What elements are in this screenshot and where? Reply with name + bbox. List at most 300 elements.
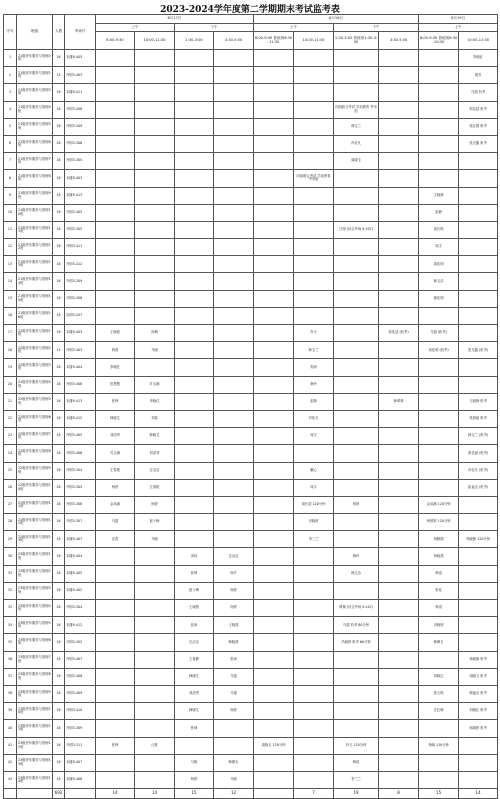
proctor-cell <box>459 737 498 754</box>
proctor-cell: 彭静 <box>294 393 334 410</box>
proctor-cell <box>96 600 135 617</box>
proctor-cell <box>294 256 334 273</box>
proctor-cell <box>334 479 379 496</box>
row-room: 本楼9-412 <box>65 617 96 634</box>
header-time-slot: 8:00-9:30 <box>96 32 135 50</box>
proctor-cell <box>96 754 135 771</box>
proctor-cell <box>379 548 419 565</box>
proctor-cell <box>254 582 294 599</box>
row-count: 16 <box>53 101 65 118</box>
row-seq: 20 <box>4 376 17 393</box>
proctor-cell <box>214 393 254 410</box>
header-time-slot: 3:30-5:00 <box>214 32 254 50</box>
row-class: 23级老年服务与管理6班 <box>17 634 53 651</box>
proctor-cell: 金凤满 <box>96 496 135 513</box>
proctor-cell <box>135 565 175 582</box>
proctor-cell <box>379 720 419 737</box>
proctor-cell <box>254 685 294 702</box>
row-count: 16 <box>53 359 65 376</box>
proctor-cell <box>214 273 254 290</box>
proctor-cell: 四组联合考试 学前教育 考务组 <box>294 170 334 187</box>
proctor-cell <box>254 617 294 634</box>
proctor-cell: 韩玲 <box>294 376 334 393</box>
proctor-cell: 郭元艳 <box>419 685 459 702</box>
proctor-cell <box>419 393 459 410</box>
row-class: 22级老年服务与管理12班 <box>17 514 53 531</box>
proctor-cell <box>294 204 334 221</box>
row-seq: 32 <box>4 582 17 599</box>
table-row <box>4 428 498 445</box>
proctor-cell <box>214 256 254 273</box>
proctor-cell <box>175 496 214 513</box>
proctor-cell <box>294 600 334 617</box>
row-room: 开明3-304 <box>65 600 96 617</box>
row-room: 本楼9-407 <box>65 754 96 771</box>
proctor-cell <box>419 651 459 668</box>
proctor-cell <box>254 50 294 67</box>
total-seq <box>4 789 17 799</box>
proctor-cell: 秋燕 <box>96 342 135 359</box>
proctor-cell <box>294 754 334 771</box>
row-class: 21级老年服务与管理15班 <box>17 290 53 307</box>
proctor-cell <box>379 153 419 170</box>
row-count: 16 <box>53 410 65 427</box>
row-room: 开明3-209 <box>65 273 96 290</box>
proctor-cell <box>419 118 459 135</box>
proctor-cell <box>96 307 135 324</box>
proctor-cell <box>379 496 419 513</box>
row-count: 16 <box>53 445 65 462</box>
row-class: 22级老年服务与管理2班 <box>17 342 53 359</box>
header-half: 上午 <box>254 24 334 32</box>
proctor-cell <box>334 204 379 221</box>
proctor-cell: 汪洁洁 <box>214 548 254 565</box>
row-seq: 15 <box>4 290 17 307</box>
proctor-cell <box>459 754 498 771</box>
proctor-cell <box>135 118 175 135</box>
proctor-cell: 李三兰 <box>334 771 379 788</box>
proctor-cell: 郭晓婷 机考 <box>459 720 498 737</box>
proctor-cell <box>96 204 135 221</box>
row-class: 21级老年服务与管理2班 <box>17 50 53 67</box>
table-row <box>4 239 498 256</box>
proctor-cell <box>419 50 459 67</box>
proctor-cell <box>379 617 419 634</box>
proctor-cell: 留十梅 <box>175 582 214 599</box>
proctor-cell <box>254 376 294 393</box>
proctor-cell <box>459 496 498 513</box>
proctor-cell <box>96 565 135 582</box>
proctor-cell <box>459 376 498 393</box>
proctor-cell <box>379 754 419 771</box>
proctor-cell <box>254 565 294 582</box>
proctor-cell: 郭晓静 120分钟 <box>459 531 498 548</box>
proctor-cell: 周晓玉 <box>334 153 379 170</box>
proctor-cell <box>379 668 419 685</box>
proctor-cell <box>379 170 419 187</box>
proctor-cell: 韩玉兰 (机考) <box>459 428 498 445</box>
proctor-cell <box>294 720 334 737</box>
proctor-cell <box>254 428 294 445</box>
proctor-cell: 马超 (机考) <box>419 325 459 342</box>
row-count: 16 <box>53 84 65 101</box>
proctor-cell <box>379 514 419 531</box>
proctor-cell <box>214 84 254 101</box>
proctor-cell <box>254 325 294 342</box>
row-class: 22级老年服务与管理7班 <box>17 428 53 445</box>
proctor-cell <box>294 118 334 135</box>
proctor-cell <box>419 754 459 771</box>
proctor-cell <box>419 67 459 84</box>
table-row <box>4 325 498 342</box>
row-count: 16 <box>53 651 65 668</box>
proctor-cell <box>254 410 294 427</box>
proctor-cell: 金凤满 120分钟 <box>419 496 459 513</box>
proctor-cell <box>419 153 459 170</box>
proctor-cell <box>294 565 334 582</box>
proctor-cell: 韩佩玉 <box>419 634 459 651</box>
table-row <box>4 256 498 273</box>
proctor-cell: 杨婷 <box>214 582 254 599</box>
proctor-cell <box>214 239 254 256</box>
header-time-slot: 8:00-9:30 普统规8:30-10:30 <box>419 32 459 50</box>
proctor-cell: 张光鑫 机考 <box>459 135 498 152</box>
table-row <box>4 479 498 496</box>
proctor-cell <box>294 307 334 324</box>
header-time-slot: 1:30-3:00 普统规1:30-3:30 <box>334 32 379 50</box>
proctor-cell <box>459 359 498 376</box>
row-class: 22级老年服务与管理9班 <box>17 462 53 479</box>
row-count: 16 <box>53 703 65 720</box>
proctor-cell <box>254 496 294 513</box>
proctor-cell: 汪洁洁 <box>135 462 175 479</box>
proctor-cell: 庄红梅 <box>419 703 459 720</box>
row-count: 16 <box>53 118 65 135</box>
row-count: 16 <box>53 290 65 307</box>
table-row <box>4 685 498 702</box>
proctor-cell: 王晓静 <box>419 187 459 204</box>
proctor-cell <box>334 290 379 307</box>
row-count: 16 <box>53 668 65 685</box>
proctor-cell <box>334 325 379 342</box>
header-room: 考场号 <box>65 15 96 50</box>
proctor-cell <box>379 221 419 238</box>
proctor-cell <box>294 290 334 307</box>
proctor-cell <box>294 135 334 152</box>
proctor-cell <box>334 582 379 599</box>
proctor-cell <box>135 548 175 565</box>
proctor-cell <box>379 290 419 307</box>
row-class: 22级老年服务与管理5班 <box>17 393 53 410</box>
row-seq: 34 <box>4 617 17 634</box>
total-cell: 7 <box>294 789 334 799</box>
proctor-cell <box>459 548 498 565</box>
proctor-cell <box>254 118 294 135</box>
row-seq: 7 <box>4 153 17 170</box>
proctor-cell <box>254 135 294 152</box>
proctor-cell: 张晨丽 机考 <box>459 410 498 427</box>
proctor-cell <box>135 290 175 307</box>
proctor-cell <box>214 135 254 152</box>
proctor-cell <box>175 342 214 359</box>
table-row <box>4 153 498 170</box>
row-count: 16 <box>53 720 65 737</box>
proctor-cell <box>96 170 135 187</box>
row-seq: 38 <box>4 685 17 702</box>
proctor-cell <box>135 600 175 617</box>
row-room: 开明3-309 <box>65 720 96 737</box>
proctor-cell <box>254 101 294 118</box>
proctor-cell <box>175 84 214 101</box>
proctor-cell: 肖佳凡 (机考) <box>459 462 498 479</box>
row-count: 16 <box>53 428 65 445</box>
row-seq: 13 <box>4 256 17 273</box>
proctor-cell: 韩玉兰 <box>294 342 334 359</box>
proctor-cell <box>379 307 419 324</box>
proctor-cell: 刘清秀 <box>135 445 175 462</box>
proctor-cell <box>214 170 254 187</box>
proctor-cell <box>379 204 419 221</box>
proctor-cell <box>214 445 254 462</box>
row-count: 16 <box>53 376 65 393</box>
proctor-cell <box>294 221 334 238</box>
proctor-cell <box>214 410 254 427</box>
proctor-cell <box>254 600 294 617</box>
proctor-cell: 苏玉满 <box>135 376 175 393</box>
proctor-cell: 日照 (综合考场 9-207) <box>334 221 379 238</box>
proctor-cell: 汪燕 <box>96 531 135 548</box>
proctor-cell <box>419 410 459 427</box>
row-room: 开明3-305 <box>65 634 96 651</box>
proctor-cell: 李晓红 <box>135 393 175 410</box>
proctor-cell: 马晓 <box>214 771 254 788</box>
proctor-cell: 崔福全 (机考) <box>459 479 498 496</box>
proctor-cell: 刘清秀 <box>96 428 135 445</box>
table-row <box>4 703 498 720</box>
proctor-cell <box>379 737 419 754</box>
table-row <box>4 67 498 84</box>
proctor-cell <box>96 703 135 720</box>
row-class: 21级老年服务与管理7班 <box>17 153 53 170</box>
table-row <box>4 462 498 479</box>
row-room: 开明3-412 <box>65 256 96 273</box>
row-seq: 17 <box>4 325 17 342</box>
total-cell: 15 <box>175 789 214 799</box>
proctor-cell <box>254 771 294 788</box>
proctor-cell <box>419 771 459 788</box>
row-count: 16 <box>53 462 65 479</box>
row-seq: 22 <box>4 410 17 427</box>
row-count: 16 <box>53 771 65 788</box>
proctor-cell <box>379 771 419 788</box>
proctor-cell: 马超 <box>214 685 254 702</box>
row-room: 本楼9-413 <box>65 187 96 204</box>
proctor-cell: 胡芳 <box>459 67 498 84</box>
proctor-cell: 冯晓婷 <box>419 617 459 634</box>
proctor-cell <box>96 771 135 788</box>
table-body <box>4 50 498 789</box>
row-seq: 4 <box>4 101 17 118</box>
table-row <box>4 651 498 668</box>
row-room: 开明3-304 <box>65 462 96 479</box>
proctor-cell <box>96 720 135 737</box>
row-room: 开明3-407 <box>65 651 96 668</box>
table-row <box>4 376 498 393</box>
proctor-cell: 周佳明 <box>419 256 459 273</box>
row-count: 16 <box>53 617 65 634</box>
proctor-cell: 张坤 <box>175 720 214 737</box>
proctor-cell <box>175 50 214 67</box>
row-class: 23级老年服务与管理7班 <box>17 651 53 668</box>
total-cell: 14 <box>459 789 498 799</box>
proctor-cell: 彭静 <box>419 204 459 221</box>
proctor-cell <box>175 118 214 135</box>
proctor-cell <box>334 359 379 376</box>
header-half: 下午 <box>334 24 419 32</box>
proctor-cell <box>135 221 175 238</box>
proctor-cell <box>135 668 175 685</box>
proctor-cell <box>334 170 379 187</box>
proctor-cell <box>294 771 334 788</box>
row-seq: 9 <box>4 187 17 204</box>
proctor-cell <box>175 514 214 531</box>
proctor-cell <box>379 273 419 290</box>
row-seq: 37 <box>4 668 17 685</box>
row-class: 23级老年服务与管理2班 <box>17 565 53 582</box>
proctor-cell: 李晓红 <box>96 359 135 376</box>
proctor-cell: 肖佳凡 <box>294 410 334 427</box>
proctor-cell <box>254 256 294 273</box>
proctor-cell <box>294 651 334 668</box>
proctor-cell <box>334 668 379 685</box>
proctor-cell: 周宇 <box>294 428 334 445</box>
proctor-cell <box>254 668 294 685</box>
row-class: 21级老年服务与管理10班 <box>17 204 53 221</box>
proctor-cell: 韩晓艾 <box>135 428 175 445</box>
row-class: 21级老年服务与管理9班 <box>17 187 53 204</box>
proctor-cell <box>254 67 294 84</box>
proctor-cell <box>294 737 334 754</box>
proctor-cell: 韩晓燕 <box>214 634 254 651</box>
row-count: 16 <box>53 50 65 67</box>
total-cell: 19 <box>334 789 379 799</box>
total-cell: 14 <box>135 789 175 799</box>
proctor-cell: 韩玉兰 <box>334 118 379 135</box>
row-room: 启明3-207 <box>65 307 96 324</box>
table-row <box>4 101 498 118</box>
header-half: 上午 <box>96 24 175 32</box>
proctor-cell <box>175 307 214 324</box>
proctor-cell <box>459 170 498 187</box>
proctor-cell: 肖佳凡 <box>334 135 379 152</box>
row-room: 开明3-308 <box>65 496 96 513</box>
row-room: 本楼9-404 <box>65 359 96 376</box>
exam-schedule-table <box>3 14 498 799</box>
row-class: 21级老年服务与管理8班 <box>17 170 53 187</box>
proctor-cell <box>175 376 214 393</box>
table-row <box>4 582 498 599</box>
proctor-cell: 李晓红 <box>459 50 498 67</box>
row-class: 23级老年服务与管理8班 <box>17 668 53 685</box>
row-seq: 5 <box>4 118 17 135</box>
proctor-cell <box>334 342 379 359</box>
header-half: 下午 <box>175 24 254 32</box>
proctor-cell <box>135 359 175 376</box>
proctor-cell <box>96 135 135 152</box>
total-cell: 12 <box>214 789 254 799</box>
proctor-cell: 马超 <box>96 514 135 531</box>
total-count: 692 <box>53 789 65 799</box>
proctor-cell <box>459 617 498 634</box>
row-class: 23级老年服务与管理14班 <box>17 771 53 788</box>
proctor-cell <box>334 720 379 737</box>
proctor-cell <box>214 342 254 359</box>
row-room: 开明3-410 <box>65 703 96 720</box>
proctor-cell: 郭兆廷 机考 <box>459 101 498 118</box>
row-room: 开明3-406 <box>65 445 96 462</box>
proctor-cell: 周佳明 (机考) <box>419 342 459 359</box>
proctor-cell <box>379 703 419 720</box>
row-count: 16 <box>53 239 65 256</box>
row-seq: 8 <box>4 170 17 187</box>
proctor-cell <box>214 153 254 170</box>
proctor-cell <box>175 221 214 238</box>
table-row <box>4 273 498 290</box>
row-room: 开明3-311 <box>65 737 96 754</box>
row-room: 本楼9-402 <box>65 582 96 599</box>
proctor-cell <box>96 84 135 101</box>
proctor-cell: 杨婷 <box>334 496 379 513</box>
proctor-cell <box>419 376 459 393</box>
proctor-cell <box>254 153 294 170</box>
row-class: 21级老年服务与管理3班 <box>17 84 53 101</box>
row-room: 开明3-405 <box>65 204 96 221</box>
proctor-cell: 戴心 <box>294 462 334 479</box>
proctor-cell: 韩清 <box>334 754 379 771</box>
proctor-cell <box>334 50 379 67</box>
proctor-cell: 韩玉洁 <box>334 565 379 582</box>
proctor-cell: 肖天 120分钟 <box>334 737 379 754</box>
proctor-cell <box>334 462 379 479</box>
proctor-cell <box>214 428 254 445</box>
row-room: 开明3-405 <box>65 428 96 445</box>
row-count: 16 <box>53 187 65 204</box>
row-seq: 41 <box>4 737 17 754</box>
table-row <box>4 617 498 634</box>
proctor-cell: 张涛 <box>175 617 214 634</box>
proctor-cell <box>135 617 175 634</box>
totals-row <box>4 789 498 799</box>
table-row <box>4 737 498 754</box>
proctor-cell <box>459 325 498 342</box>
proctor-cell <box>334 651 379 668</box>
header-time-slot: 10:00-11:30 <box>135 32 175 50</box>
row-seq: 43 <box>4 771 17 788</box>
proctor-cell <box>419 359 459 376</box>
row-count: 16 <box>53 754 65 771</box>
proctor-cell <box>175 135 214 152</box>
total-room <box>65 789 96 799</box>
row-count: 16 <box>53 600 65 617</box>
row-count: 16 <box>53 170 65 187</box>
proctor-cell <box>459 634 498 651</box>
row-count: 16 <box>53 221 65 238</box>
proctor-cell <box>175 428 214 445</box>
proctor-cell: 周晓玉 120分钟 <box>254 737 294 754</box>
table-row <box>4 531 498 548</box>
proctor-cell <box>135 771 175 788</box>
row-class: 23级老年服务与管理12班 <box>17 737 53 754</box>
